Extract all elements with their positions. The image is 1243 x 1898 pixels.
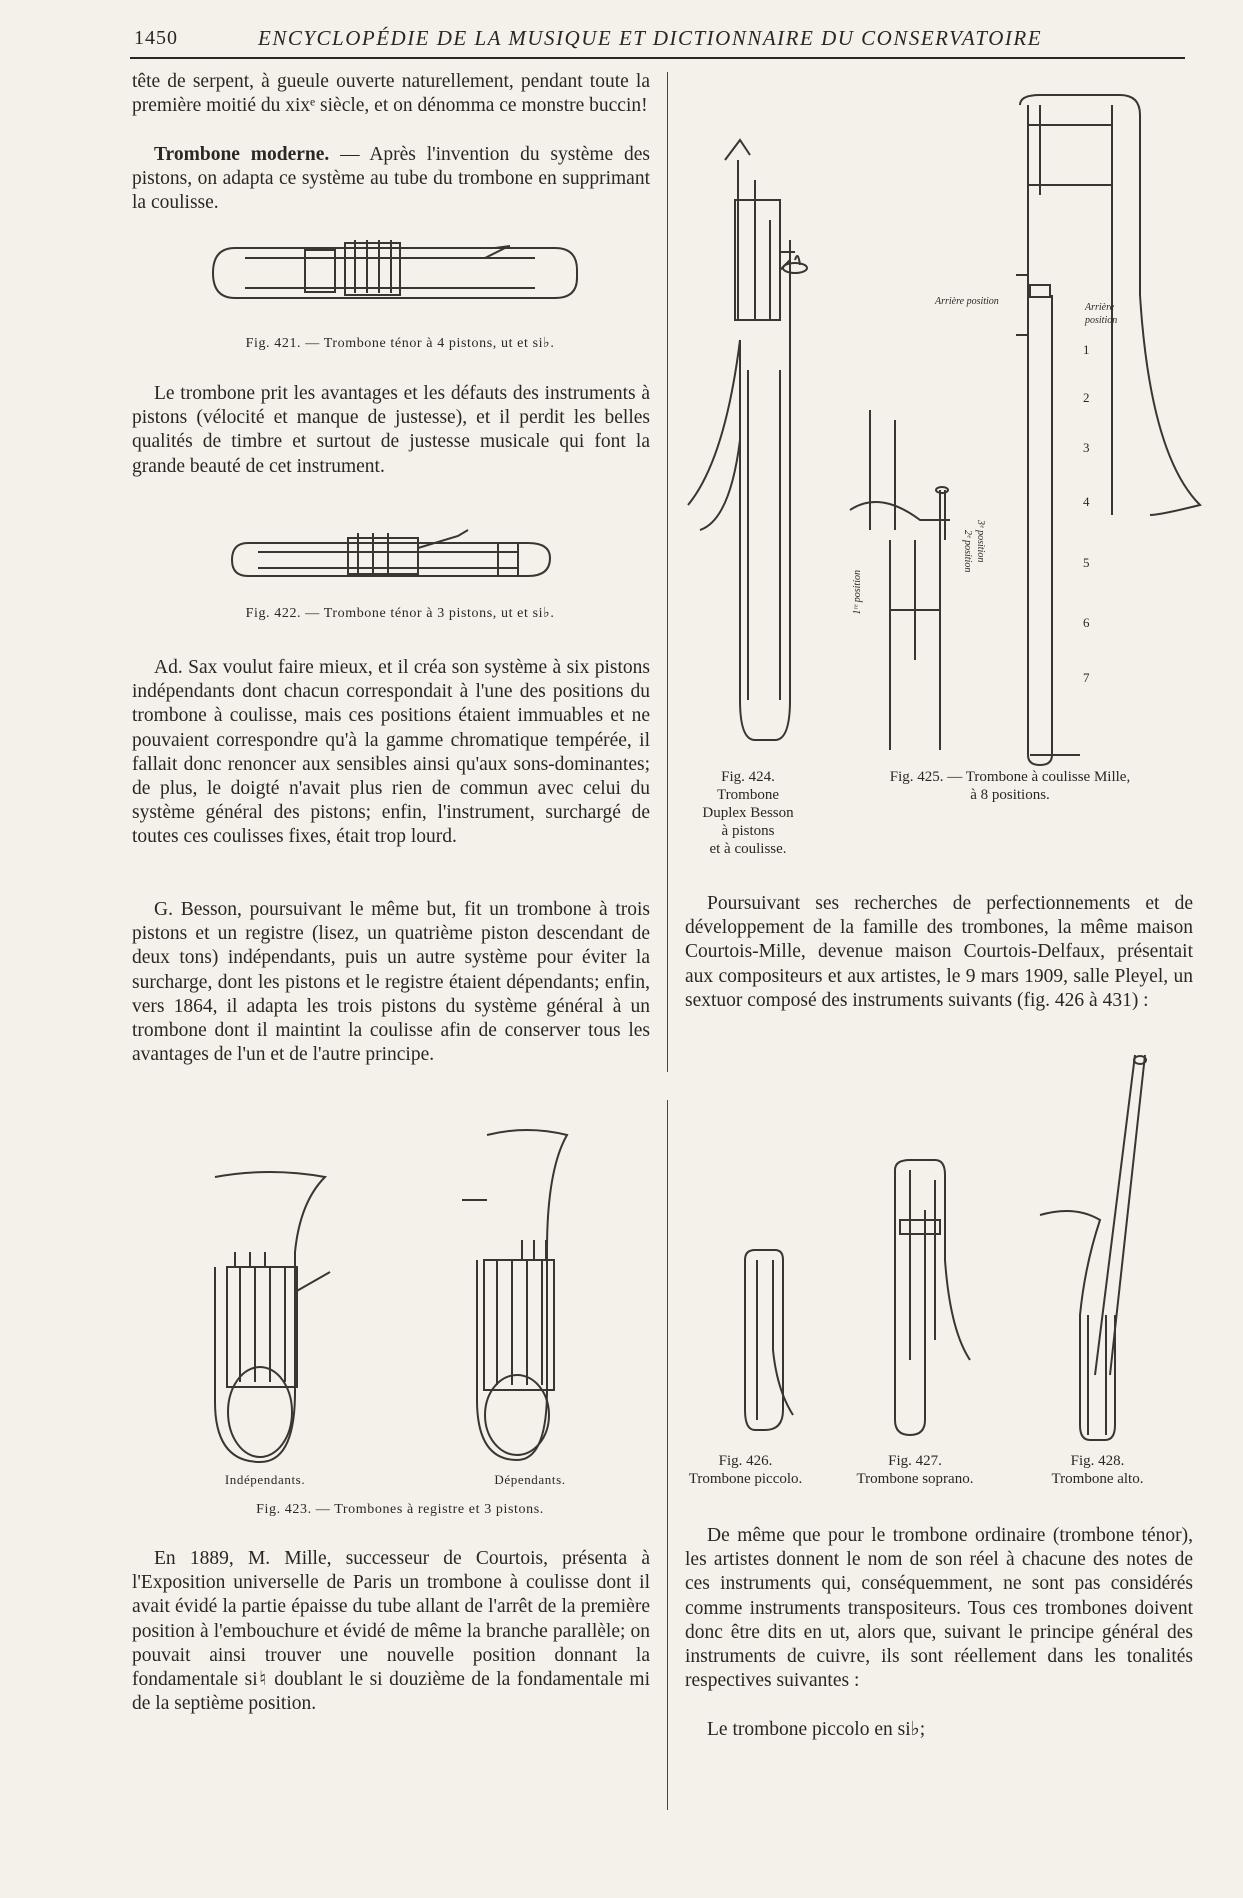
fig421-caption: Fig. 421. — Trombone ténor à 4 pistons, ut et si♭.	[245, 336, 555, 351]
para-sextuor: Poursuivant ses recherches de perfectionnements et de développement de la famille des trombones, la même maison Courtois-Mille, devenue maison Courtois-Delfaux, présentait aux compositeurs et aux artistes, le 9 mars 1909, salle Pleyel, un sextuor composé des instruments suivants (fig. 426 à 431) :	[685, 893, 1193, 1011]
fig425-caption	[840, 768, 1180, 804]
fig425-position-7: 7	[1083, 670, 1090, 685]
fig425-position-2: 2	[1083, 390, 1090, 405]
fig427-caption-line: Fig. 427.	[888, 1453, 942, 1469]
fig425-position-3: 3	[1083, 440, 1090, 455]
fig422-caption: Fig. 422. — Trombone ténor à 3 pistons, ut et si♭.	[245, 606, 555, 621]
fig426-caption-line: Trombone piccolo.	[688, 1471, 803, 1487]
fig425-label-arriere-left: Arrière position	[935, 296, 999, 307]
fig425-position-6: 6	[1083, 615, 1090, 630]
fig423-label-independants: Indépendants.	[224, 1472, 306, 1487]
fig426-trombone-piccolo-illustration	[735, 1250, 795, 1440]
page-number: 1450	[134, 27, 178, 49]
fig423-independants-illustration	[205, 1172, 335, 1472]
fig428-caption	[1025, 1452, 1170, 1488]
fig425-label-arriere-right-1: Arrière	[1085, 302, 1115, 313]
para-noms: De même que pour le trombone ordinaire (trombone ténor), les artistes donnent le nom de son réel à chacune des notes de ces instruments qui, conséquemment, ne sont pas considérés comme instruments transpositeurs. Tous ces trombones doivent donc être dits en ut, alors que, suivant le principe général des instruments de cuivre, ils sont réellement dans les tonalités respectives suivantes :	[685, 1525, 1193, 1692]
fig421-trombone-illustration	[205, 238, 585, 318]
header-rule	[130, 57, 1185, 59]
fig425-position-4: 4	[1083, 494, 1090, 509]
running-title: ENCYCLOPÉDIE DE LA MUSIQUE ET DICTIONNAIRE DU CONSERVATOIRE	[258, 26, 1043, 50]
fig424-caption-line: Duplex Besson	[702, 805, 794, 821]
fig425-caption-line: Fig. 425. — Trombone à coulisse Mille,	[889, 769, 1131, 785]
section-paragraph	[132, 143, 650, 216]
fig423-label-dependants: Dépendants.	[494, 1472, 566, 1487]
para-sax: Ad. Sax voulut faire mieux, et il créa son système à six pistons indépendants dont chacun correspondait à l'une des positions du trombone à coulisse, mais ces positions étaient immuables et ne pouvaient correspondre qu'à la gamme chromatique tempérée, il fallait donc renoncer aux sensibles ainsi qu'aux sons-dominantes; de plus, le doigté n'avait plus rien de commun avec celui du système général des pistons; enfin, l'instrument, surchargé de toutes ces coulisses fixes, était trop lourd.	[132, 657, 650, 848]
fig424-caption-line: Fig. 424.	[721, 769, 775, 785]
fig424-trombone-duplex-illustration	[680, 140, 820, 780]
section-text: — Après l'invention du système des pistons, on adapta ce système au tube du trombone en supprimant la coulisse.	[132, 144, 650, 214]
fig424-label-3: 3ᵉ position	[975, 520, 986, 563]
fig425-position-1: 1	[1083, 342, 1090, 357]
section-title: Trombone moderne.	[154, 144, 330, 165]
fig423-caption: Fig. 423. — Trombones à registre et 3 pistons.	[256, 1502, 544, 1517]
fig428-caption-line: Trombone alto.	[1051, 1471, 1144, 1487]
fig427-caption-line: Trombone soprano.	[856, 1471, 974, 1487]
fig423-dependants-illustration	[462, 1130, 592, 1470]
fig425-label-arriere-right-2: position	[1085, 315, 1118, 326]
fig425-trombone-mille-illustration	[1000, 95, 1200, 775]
intro-paragraph: tête de serpent, à gueule ouverte naturellement, pendant toute la première moitié du xixᵉ siècle, et on dénomma ce monstre buccin!	[132, 71, 650, 117]
fig424-caption-line: à pistons	[721, 823, 775, 839]
para-pistons: Le trombone prit les avantages et les défauts des instruments à pistons (vélocité et manque de justesse), et il perdit les belles qualités de timbre et surtout de justesse musicale qui font la grande beauté de cet instrument.	[132, 383, 650, 477]
fig422-trombone-illustration	[228, 528, 558, 588]
para-besson: G. Besson, poursuivant le même but, fit un trombone à trois pistons et un registre (lisez, un quatrième piston descendant de deux tons) indépendants, puis un autre système pour éviter la surcharge, dont les pistons et le registre étaient dépendants; enfin, vers 1864, il adapta les trois pistons du système général à un trombone dont il maintint la coulisse afin de conserver tous les avantages de l'un et de l'autre principe.	[132, 899, 650, 1066]
fig424-caption-line: et à coulisse.	[709, 841, 787, 857]
fig425-caption-line: à 8 positions.	[970, 787, 1050, 803]
fig427-caption	[835, 1452, 995, 1488]
fig424-label-2: 2ᵉ position	[962, 530, 973, 573]
fig425-position-5: 5	[1083, 555, 1090, 570]
fig426-caption-line: Fig. 426.	[718, 1453, 773, 1469]
fig428-trombone-alto-illustration	[1040, 1055, 1160, 1445]
fig427-trombone-soprano-illustration	[880, 1160, 970, 1440]
fig426-caption	[668, 1452, 823, 1488]
fig424-caption	[678, 768, 818, 858]
fig424-label-1: 1ʳᵉ position	[852, 570, 863, 615]
para-mille: En 1889, M. Mille, successeur de Courtois, présenta à l'Exposition universelle de Paris un trombone à coulisse dont il avait évidé la partie épaisse du tube allant de l'arrêt de la première position à l'embouchure et évidé de même la branche parallèle; on pouvait ainsi trouver une nouvelle position donnant la fondamentale si♮ doublant le si douzième de la fondamentale mi de la septième position.	[132, 1548, 650, 1715]
fig428-caption-line: Fig. 428.	[1070, 1453, 1125, 1469]
fig424-caption-line: Trombone	[717, 787, 779, 803]
column-divider	[667, 72, 668, 1072]
last-line: Le trombone piccolo en si♭;	[707, 1719, 926, 1740]
